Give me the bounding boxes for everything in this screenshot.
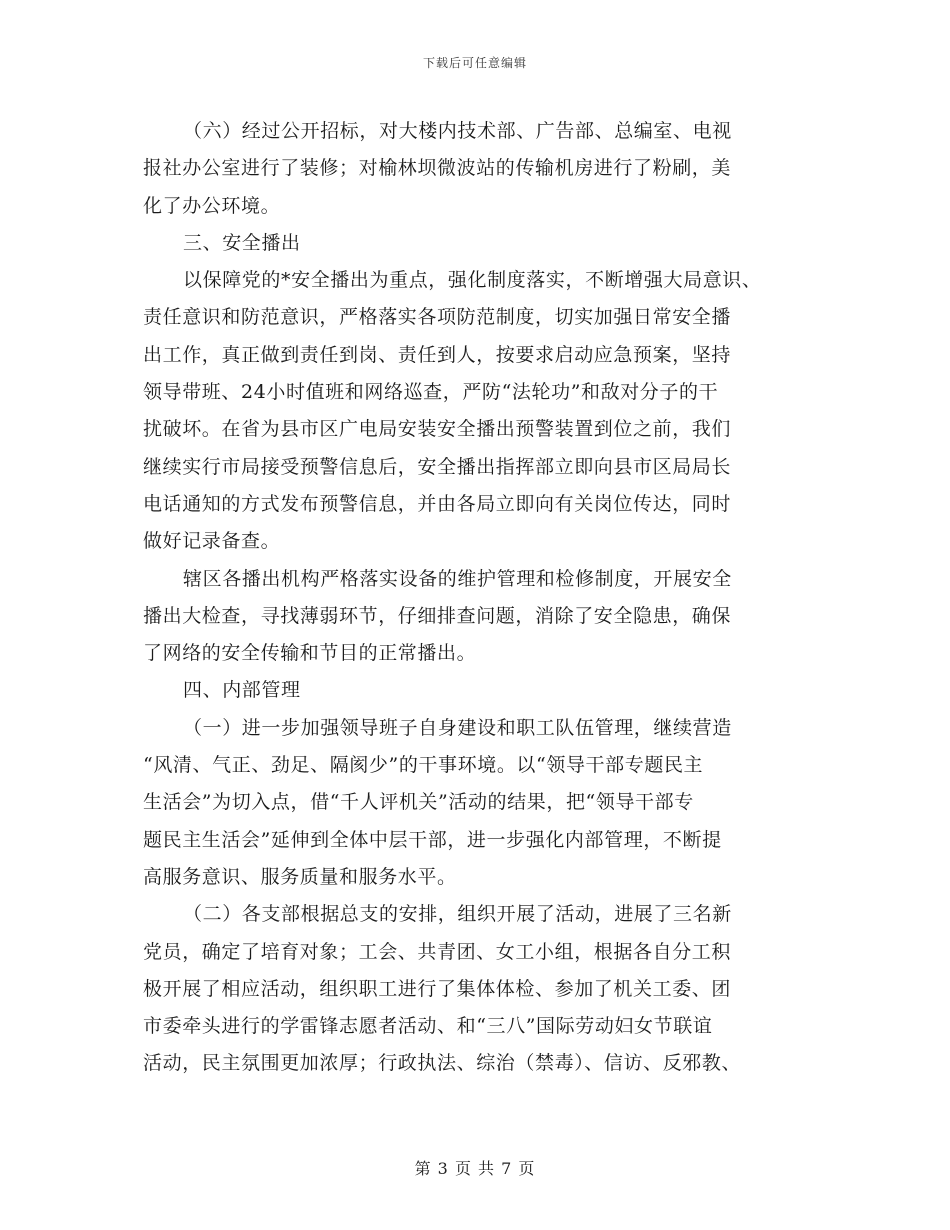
document-body xyxy=(143,113,815,1083)
text-line: 辖区各播出机构严格落实设备的维护管理和检修制度，开展安全 xyxy=(183,567,732,590)
text-line: 播出大检查，寻找薄弱环节，仔细排查问题，消除了安全隐患，确保 xyxy=(143,604,732,627)
page-footer: 第 3 页 共 7 页 xyxy=(414,1159,536,1178)
text-line: 报社办公室进行了装修；对榆林坝微波站的传输机房进行了粉刷，美 xyxy=(143,157,732,180)
text-line: 活动，民主氛围更加浓厚；行政执法、综治（禁毒）、信访、反邪教、 xyxy=(143,1052,742,1075)
text-line: （二）各支部根据总支的安排，组织开展了活动，进展了三名新 xyxy=(183,903,732,926)
text-line: 电话通知的方式发布预警信息，并由各局立即向有关岗位传达，同时 xyxy=(143,492,732,515)
text-line: 党员，确定了培育对象；工会、共青团、女工小组，根据各自分工积 xyxy=(143,940,732,963)
text-line: 生活会”为切入点，借“千人评机关”活动的结果，把“领导干部专 xyxy=(143,791,694,814)
text-line: 做好记录备查。 xyxy=(143,530,281,553)
text-line: 高服务意识、服务质量和服务水平。 xyxy=(143,865,457,888)
text-line: “风清、气正、劲足、隔阂少”的干事环境。以“领导干部专题民主 xyxy=(143,754,704,777)
text-line: 以保障党的*安全播出为重点，强化制度落实，不断增强大局意识、 xyxy=(183,269,762,292)
text-line: 责任意识和防范意识，严格落实各项防范制度，切实加强日常安全播 xyxy=(143,306,732,329)
text-line: 市委牵头进行的学雷锋志愿者活动、和“三八”国际劳动妇女节联谊 xyxy=(143,1015,713,1038)
text-line: 继续实行市局接受预警信息后，安全播出指挥部立即向县市区局局长 xyxy=(143,455,732,478)
header-note: 下载后可任意编辑 xyxy=(422,56,527,70)
text-line: 极开展了相应活动，组织职工进行了集体体检、参加了机关工委、团 xyxy=(143,977,732,1000)
text-line: 题民主生活会”延伸到全体中层干部，进一步强化内部管理，不断提 xyxy=(143,828,722,851)
text-line: 化了办公环境。 xyxy=(143,194,281,217)
text-line: 四、内部管理 xyxy=(183,679,301,702)
text-line: 出工作，真正做到责任到岗、责任到人，按要求启动应急预案，坚持 xyxy=(143,343,732,366)
text-line: （六）经过公开招标，对大楼内技术部、广告部、总编室、电视 xyxy=(183,120,732,142)
text-line: 扰破坏。在省为县市区广电局安装安全播出预警装置到位之前，我们 xyxy=(143,418,732,441)
text-line: 了网络的安全传输和节目的正常播出。 xyxy=(143,642,477,665)
text-line: （一）进一步加强领导班子自身建设和职工队伍管理，继续营造 xyxy=(183,716,732,739)
text-line: 三、安全播出 xyxy=(183,231,301,254)
text-line: 领导带班、24小时值班和网络巡查，严防“法轮功”和敌对分子的干 xyxy=(143,381,719,404)
